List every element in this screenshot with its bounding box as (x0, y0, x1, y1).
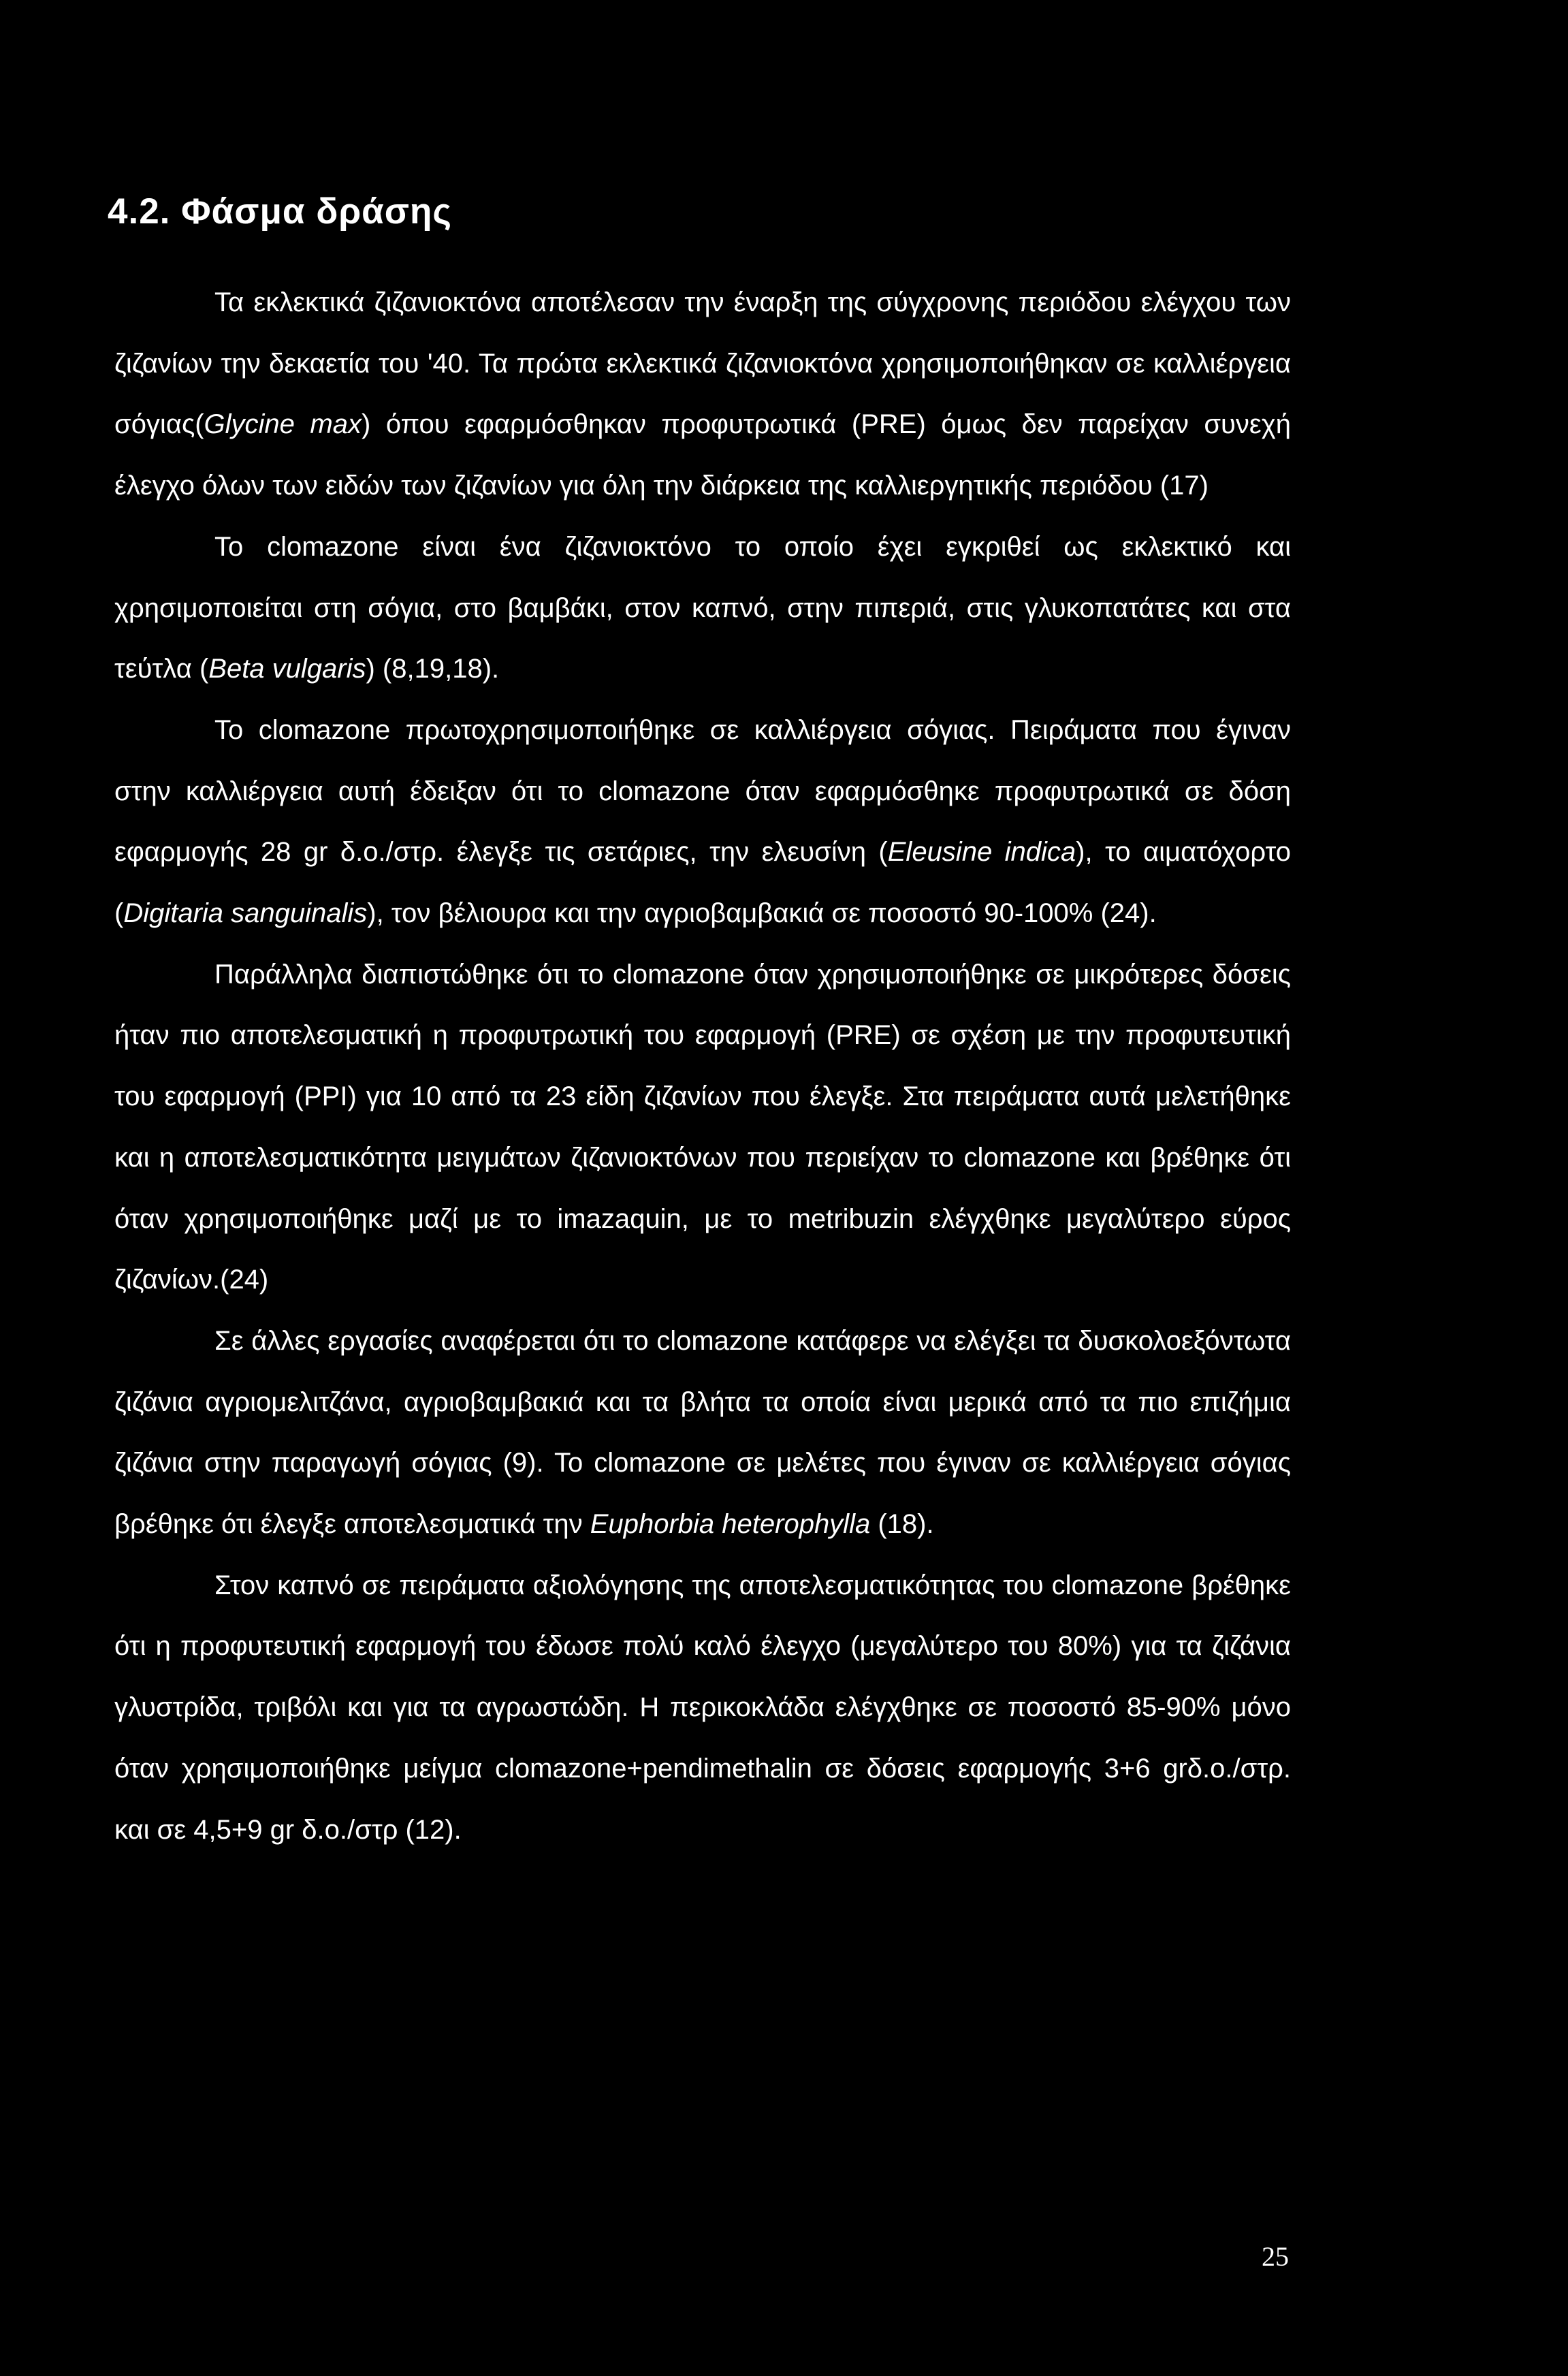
text-run: ), το αιματόχορτο ( (114, 837, 1292, 929)
paragraph (114, 517, 1291, 700)
paragraph (114, 700, 1291, 945)
text-run: Τα εκλεκτικά ζιζανιοκτόνα αποτέλεσαν την έναρξη της σύγχρονης περιόδου ελέγχου των ζιζανίων την δεκαετία του '40. Τα πρώτα εκλεκτικά ζιζανιοκτόνα χρησιμοποιήθηκαν σε καλλιέργεια σόγιας( (114, 287, 1291, 440)
paragraph (114, 1555, 1291, 1861)
species-name: Beta vulgaris (208, 654, 366, 684)
text-run: ) (8,19,18). (366, 654, 500, 684)
text-run: ) όπου εφαρμόσθηκαν προφυτρωτικά (PRE) όμως δεν παρείχαν συνεχή έλεγχο όλων των ειδών των ζιζανίων για όλη την διάρκεια της καλλιεργητικής περιόδου (17) (114, 409, 1291, 501)
text-run: Στον καπνό σε πειράματα αξιολόγησης της αποτελεσματικότητας του clomazone βρέθηκε ότι η προφυτευτική εφαρμογή του έδωσε πολύ καλό έλεγχο (μεγαλύτερο του 80%) για τα ζιζάνια γλυστρίδα, τριβόλι και για τα αγρωστώδη. Η περικοκλάδα ελέγχθηκε σε ποσοστό 85-90% μόνο όταν χρησιμοποιήθηκε μείγμα clomazone+pendimethalin σε δόσεις εφαρμογής 3+6 grδ.ο./στρ. και σε 4,5+9 gr δ.ο./στρ (12). (114, 1570, 1291, 1845)
text-run: Το clomazone είναι ένα ζιζανιοκτόνο το οποίο έχει εγκριθεί ως εκλεκτικό και χρησιμοποιείται στη σόγια, στο βαμβάκι, στον καπνό, στην πιπεριά, στις γλυκοπατάτες και στα τεύτλα ( (114, 531, 1291, 684)
species-name: Glycine max (204, 409, 362, 440)
paragraph (114, 945, 1291, 1311)
text-run: Το clomazone πρωτοχρησιμοποιήθηκε σε καλλιέργεια σόγιας. Πειράματα που έγιναν στην καλλιέργεια αυτή έδειξαν ότι το clomazone όταν εφαρμόσθηκε προφυτρωτικά σε δόση εφαρμογής 28 gr δ.ο./στρ. έλεγξε τις σετάριες, την ελευσίνη ( (114, 714, 1291, 868)
page-number: 25 (1262, 2241, 1289, 2272)
paragraph (114, 272, 1291, 517)
species-name: Euphorbia heterophylla (590, 1509, 871, 1540)
species-name: Digitaria sanguinalis (123, 898, 368, 929)
body-text (114, 272, 1291, 1860)
text-run: Σε άλλες εργασίες αναφέρεται ότι το clomazone κατάφερε να ελέγξει τα δυσκολοεξόντωτα ζιζάνια αγριομελιτζάνα, αγριοβαμβακιά και τα βλήτα τα οποία είναι μερικά από τα πιο επιζήμια ζιζάνια στην παραγωγή σόγιας (9). Το clomazone σε μελέτες που έγιναν σε καλλιέργεια σόγιας βρέθηκε ότι έλεγξε αποτελεσματικά την (114, 1325, 1291, 1540)
section-heading: 4.2. Φάσμα δράσης (108, 191, 452, 232)
paragraph (114, 1311, 1291, 1555)
text-run: Παράλληλα διαπιστώθηκε ότι το clomazone όταν χρησιμοποιήθηκε σε μικρότερες δόσεις ήταν πιο αποτελεσματική η προφυτρωτική του εφαρμογή (PRE) σε σχέση με την προφυτευτική του εφαρμογή (PPI) για 10 από τα 23 είδη ζιζανίων που έλεγξε. Στα πειράματα αυτά μελετήθηκε και η αποτελεσματικότητα μειγμάτων ζιζανιοκτόνων που περιείχαν το clomazone και βρέθηκε ότι όταν χρησιμοποιήθηκε μαζί με το imazaquin, με το metribuzin ελέγχθηκε μεγαλύτερο εύρος ζιζανίων.(24) (114, 959, 1291, 1295)
species-name: Eleusine indica (887, 837, 1076, 868)
text-run: ), τον βέλιουρα και την αγριοβαμβακιά σε ποσοστό 90-100% (24). (367, 898, 1157, 929)
text-run: (18). (870, 1509, 934, 1540)
